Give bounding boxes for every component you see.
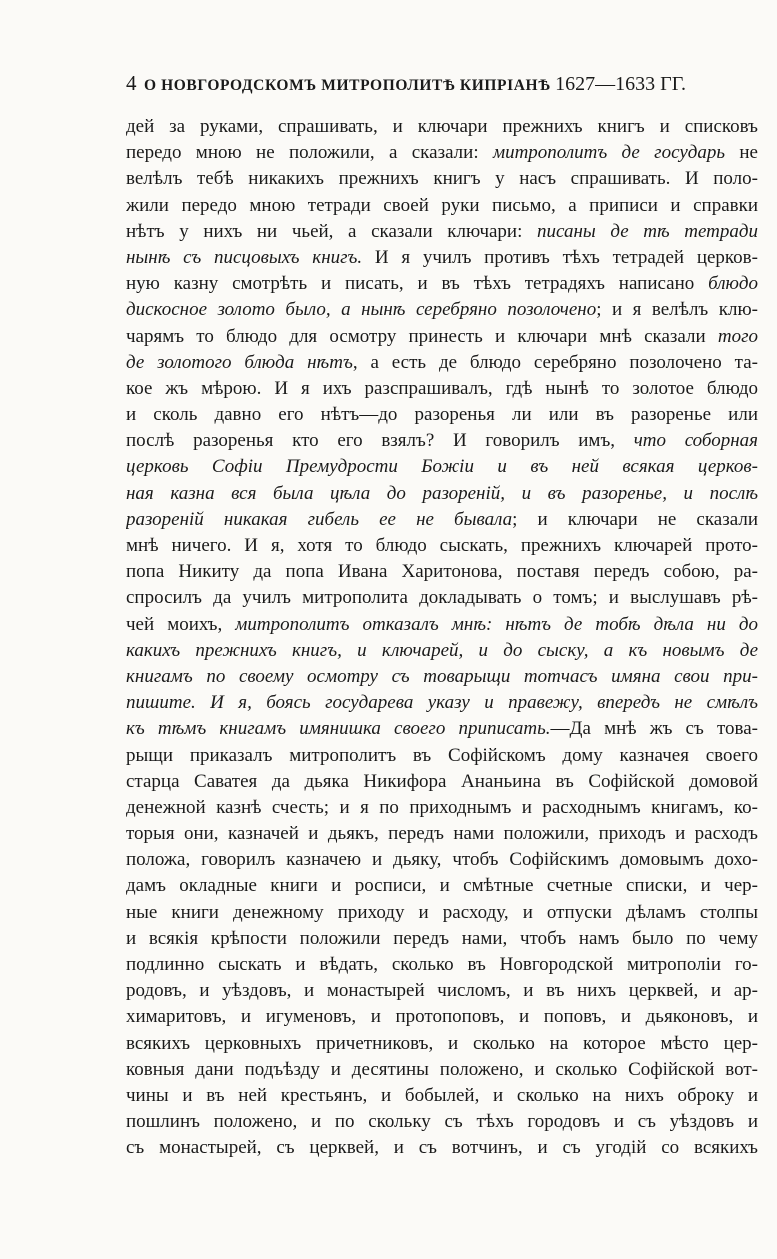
text-line (126, 952, 758, 978)
text-line (126, 612, 758, 638)
text-line (126, 454, 758, 480)
text-line (126, 664, 758, 690)
italic-quote-segment: писаны де тѣ тетради (537, 220, 758, 242)
italic-quote-segment: церковь Софіи Премудрости Божіи и въ ней всякая церков- (126, 456, 758, 478)
text-line (126, 324, 758, 350)
page-header (126, 71, 686, 101)
text-line (126, 900, 758, 926)
text-segment: всякихъ церковныхъ причетниковъ, и сколько на которое мѣсто цер- (126, 1032, 758, 1054)
text-segment: и всякія крѣпости положили передъ нами, чтобъ намъ было по чему (126, 927, 758, 949)
text-line (126, 271, 758, 297)
text-segment: подлинно сыскать и вѣдать, сколько въ Новгородской митрополіи го- (126, 954, 758, 975)
italic-quote-segment: того (717, 325, 758, 347)
text-segment: дей за руками, спрашивать, и ключари прежнихъ книгъ и списковъ (126, 116, 758, 137)
text-line (126, 245, 758, 271)
text-segment: ные книги денежному приходу и расходу, и отпуски дѣламъ столпы (126, 901, 758, 923)
italic-quote-segment: какихъ прежнихъ книгъ, и ключарей, и до сыску, а къ новымъ де (126, 639, 758, 661)
text-segment: попа Никиту да попа Ивана Харитонова, поставя передъ собою, ра- (126, 561, 758, 583)
italic-quote-segment: митрополитъ де государь (492, 142, 726, 164)
text-segment: старца Саватея да дьяка Никифора Ананьина въ Софійской домовой (126, 770, 758, 792)
text-segment: кое жъ мѣрою. И я ихъ разспрашивалъ, гдѣ нынѣ то золотое блюдо (126, 377, 758, 399)
text-line (126, 533, 758, 559)
text-segment: спросилъ да училъ митрополита докладывать о томъ; и выслушавъ рѣ- (126, 587, 758, 609)
text-line (126, 1109, 758, 1135)
text-line (126, 507, 758, 533)
italic-quote-segment: митрополитъ отказалъ мнѣ: нѣтъ де тобѣ дѣла ни до (235, 613, 758, 635)
text-segment: рыщи приказалъ митрополитъ въ Софійскомъ дому казначея своего (126, 744, 758, 766)
running-title-text: О НОВГОРОДСКОМЪ МИТРОПОЛИТѢ КИПРІАНѢ (143, 77, 551, 94)
text-segment: мнѣ ничего. И я, хотя то блюдо сыскать, прежнихъ ключарей прото- (126, 535, 758, 556)
text-line (126, 114, 758, 140)
text-segment: послѣ разоренья кто его взялъ? И говорилъ имъ, (126, 430, 634, 452)
text-line (126, 690, 758, 716)
italic-quote-segment: дискосное золото было, а нынѣ серебряно позолочено (126, 299, 597, 321)
text-line (126, 873, 758, 899)
text-line (126, 769, 758, 795)
text-segment: родовъ, и уѣздовъ, и монастырей числомъ, и въ нихъ церквей, и ар- (126, 980, 758, 1002)
text-line (126, 193, 758, 219)
text-segment: торыя они, казначей и дьякъ, передъ нами положили, приходъ и расходъ (126, 823, 758, 845)
text-line (126, 978, 758, 1004)
text-line (126, 795, 758, 821)
text-segment: ; и ключари не сказали (512, 508, 758, 530)
text-line (126, 743, 758, 769)
body-text (126, 114, 758, 1159)
text-segment: ную казну смотрѣть и писать, и въ тѣхъ тетрадяхъ написано (126, 273, 709, 295)
text-segment: , а есть де блюдо серебряно позолочено та- (352, 351, 758, 373)
page-number: 4 (126, 71, 137, 95)
text-line (126, 559, 758, 585)
text-line (126, 1135, 758, 1161)
text-line (126, 1083, 758, 1109)
text-line (126, 166, 758, 192)
text-segment: чарямъ то блюдо для осмотру принесть и ключари мнѣ сказали (126, 325, 718, 347)
italic-quote-segment: блюдо (708, 273, 758, 295)
text-segment: пошлинъ положено, и по скольку съ тѣхъ городовъ и съ уѣздовъ и (126, 1111, 758, 1133)
text-segment: нѣтъ у нихъ ни чьей, а сказали ключари: (126, 220, 537, 242)
italic-quote-segment: книгамъ по своему осмотру съ товарыщи тотчасъ имяна свои при- (126, 665, 758, 687)
text-line (126, 219, 758, 245)
text-line (126, 847, 758, 873)
text-line (126, 1057, 758, 1083)
text-segment: передо мною не положили, а сказали: (126, 142, 493, 164)
text-line (126, 350, 758, 376)
text-segment: положа, говорилъ казначею и дьяку, чтобъ Софійскимъ домовымъ дохо- (126, 849, 758, 871)
italic-quote-segment: разореній никакая гибель ее не бывала (126, 508, 513, 530)
text-line (126, 481, 758, 507)
text-line (126, 716, 758, 742)
text-line (126, 821, 758, 847)
text-line (126, 585, 758, 611)
italic-quote-segment: ная казна вся была цѣла до разореній, и въ разоренье, и послѣ (126, 482, 758, 504)
italic-quote-segment: къ тѣмъ книгамъ имянишка своего приписать. (126, 718, 551, 740)
running-title-years: 1627—1633 ГГ. (555, 73, 686, 95)
running-title (144, 73, 686, 96)
text-segment: —Да мнѣ жъ съ това- (550, 718, 758, 740)
text-segment: ковныя дани подъѣзду и десятины положено, и сколько Софійской вот- (126, 1058, 758, 1080)
italic-quote-segment: пишите. И я, боясь государева указу и правежу, впередъ не смѣлъ (126, 692, 758, 714)
text-line (126, 297, 758, 323)
text-line (126, 428, 758, 454)
text-line (126, 926, 758, 952)
text-segment: химаритовъ, и игуменовъ, и протопоповъ, и поповъ, и дьяконовъ, и (126, 1006, 758, 1028)
text-line (126, 402, 758, 428)
text-segment: и сколь давно его нѣтъ—до разоренья ли или въ разоренье или (126, 404, 758, 426)
text-line (126, 376, 758, 402)
text-segment: велѣлъ тебѣ никакихъ прежнихъ книгъ у насъ спрашивать. И поло- (126, 168, 758, 190)
text-line (126, 1031, 758, 1057)
italic-quote-segment: что соборная (633, 430, 758, 452)
text-segment: дамъ окладные книги и росписи, и смѣтные счетные списки, и чер- (126, 875, 758, 897)
text-segment: не (725, 142, 758, 164)
text-line (126, 638, 758, 664)
text-line (126, 140, 758, 166)
text-segment: съ монастырей, съ церквей, и съ вотчинъ, и съ угодій со всякихъ (126, 1137, 758, 1159)
text-segment: ; и я велѣлъ клю- (596, 299, 758, 321)
text-segment: И я училъ противъ тѣхъ тетрадей церков- (362, 246, 758, 268)
italic-quote-segment: де золотого блюда нѣтъ (126, 351, 353, 373)
text-segment: чины и въ ней крестьянъ, и бобылей, и сколько на нихъ оброку и (126, 1084, 758, 1106)
text-segment: чей моихъ, (126, 613, 236, 635)
text-line (126, 1004, 758, 1030)
text-segment: денежной казнѣ счесть; и я по приходнымъ и расходнымъ книгамъ, ко- (126, 796, 758, 818)
text-segment: жили передо мною тетради своей руки письмо, а приписи и справки (126, 194, 758, 216)
italic-quote-segment: нынѣ съ писцовыхъ книгъ. (126, 246, 363, 268)
